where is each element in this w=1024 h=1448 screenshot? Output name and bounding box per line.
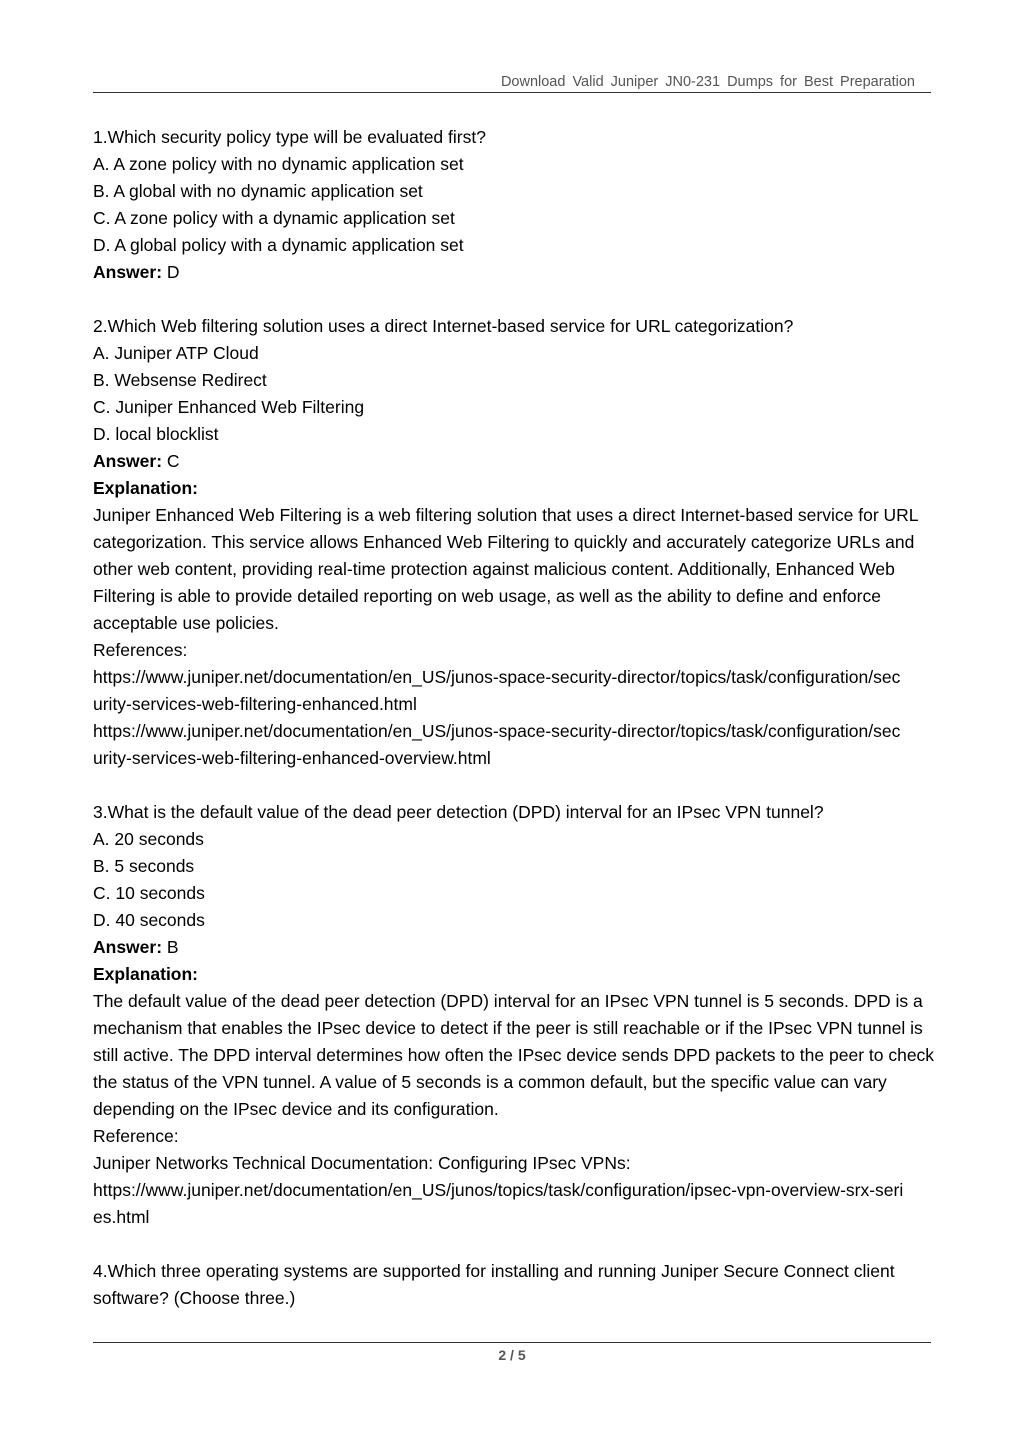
reference-link[interactable]: https://www.juniper.net/documentation/en_US/junos/topics/task/configuration/ipsec-vpn-overview-srx-seri	[93, 1180, 904, 1200]
option-a: A. 20 seconds	[93, 829, 204, 849]
option-b: B. 5 seconds	[93, 856, 195, 876]
option-c: C. A zone policy with a dynamic application set	[93, 208, 455, 228]
question-text: 3.What is the default value of the dead peer detection (DPD) interval for an IPsec VPN tunnel?	[93, 802, 824, 822]
reference-link[interactable]: urity-services-web-filtering-enhanced-overview.html	[93, 748, 491, 768]
answer-label: Answer:	[93, 937, 163, 957]
header-text: Download Valid Juniper JN0-231 Dumps for Best Preparation	[500, 74, 915, 90]
footer-divider	[93, 1342, 931, 1343]
option-b: B. Websense Redirect	[93, 370, 267, 390]
option-c: C. Juniper Enhanced Web Filtering	[93, 397, 365, 417]
explanation-text: Juniper Enhanced Web Filtering is a web filtering solution that uses a direct Internet-based service for URL categorization. This service allows Enhanced Web Filtering to quickly and accurately categorize URLs and other web content, providing real-time protection against malicious content. Additionally, Enhanced Web Filtering is able to provide detailed reporting on web usage, as well as the ability to define and enforce acceptable use policies.	[93, 505, 918, 633]
reference-link[interactable]: https://www.juniper.net/documentation/en_US/junos-space-security-director/topics/task/configuration/sec	[93, 721, 901, 741]
question-block-2	[93, 313, 935, 772]
answer-value: D	[162, 262, 180, 282]
references-label: References:	[93, 640, 188, 660]
question-text: 4.Which three operating systems are supported for installing and running Juniper Secure Connect client software? (Choose three.)	[93, 1261, 895, 1308]
question-text: 2.Which Web filtering solution uses a direct Internet-based service for URL categorization?	[93, 316, 794, 336]
option-d: D. local blocklist	[93, 424, 219, 444]
explanation-label: Explanation:	[93, 964, 199, 984]
question-block-1	[93, 124, 935, 286]
document-body	[93, 124, 935, 1312]
explanation-label: Explanation:	[93, 478, 199, 498]
answer-value: C	[162, 451, 180, 471]
option-d: D. A global policy with a dynamic application set	[93, 235, 464, 255]
option-a: A. Juniper ATP Cloud	[93, 343, 259, 363]
answer-line	[93, 934, 935, 961]
question-block-3	[93, 799, 935, 1231]
page-number: 2 / 5	[498, 1347, 526, 1363]
reference-link[interactable]: https://www.juniper.net/documentation/en_US/junos-space-security-director/topics/task/configuration/sec	[93, 667, 901, 687]
answer-value: B	[162, 937, 179, 957]
answer-line	[93, 259, 935, 286]
reference-link[interactable]: es.html	[93, 1207, 150, 1227]
reference-label: Reference:	[93, 1126, 179, 1146]
reference-link[interactable]: urity-services-web-filtering-enhanced.html	[93, 694, 417, 714]
page-header	[93, 72, 931, 93]
option-c: C. 10 seconds	[93, 883, 205, 903]
reference-text: Juniper Networks Technical Documentation: Configuring IPsec VPNs:	[93, 1153, 631, 1173]
question-text: 1.Which security policy type will be evaluated first?	[93, 127, 486, 147]
answer-line	[93, 448, 935, 475]
option-a: A. A zone policy with no dynamic application set	[93, 154, 464, 174]
option-b: B. A global with no dynamic application set	[93, 181, 423, 201]
question-block-4	[93, 1258, 935, 1312]
answer-label: Answer:	[93, 451, 163, 471]
option-d: D. 40 seconds	[93, 910, 205, 930]
explanation-text: The default value of the dead peer detection (DPD) interval for an IPsec VPN tunnel is 5 seconds. DPD is a mechanism that enables the IPsec device to detect if the peer is still reachable or if the IPsec VPN tunnel is still active. The DPD interval determines how often the IPsec device sends DPD packets to the peer to check the status of the VPN tunnel. A value of 5 seconds is a common default, but the specific value can vary depending on the IPsec device and its configuration.	[93, 991, 935, 1119]
answer-label: Answer:	[93, 262, 163, 282]
